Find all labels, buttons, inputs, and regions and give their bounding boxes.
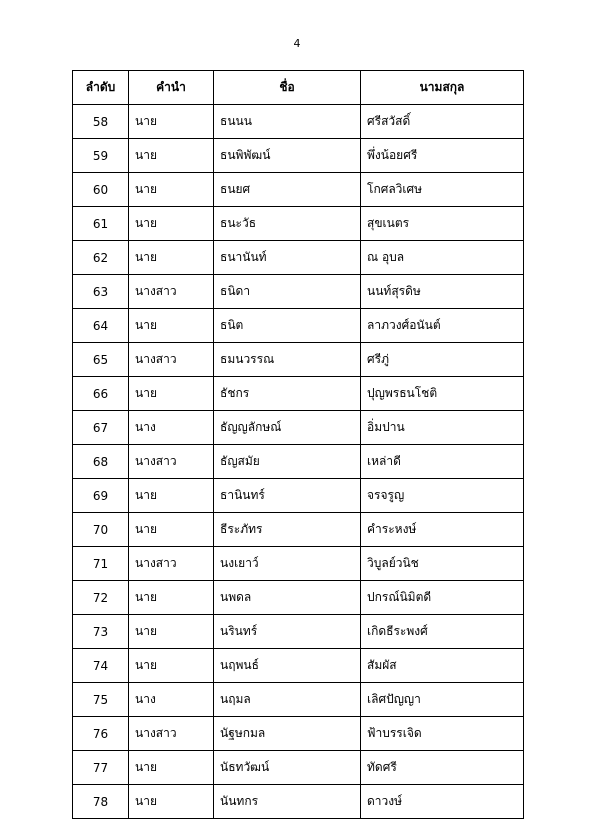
cell-first-name: ธนิดา [214,275,361,309]
cell-order: 63 [73,275,129,309]
cell-title: นาย [129,785,214,819]
cell-title: นาย [129,105,214,139]
cell-last-name: คำระหงษ์ [361,513,524,547]
cell-first-name: ธานินทร์ [214,479,361,513]
page-number: 4 [293,37,301,50]
cell-first-name: นฤมล [214,683,361,717]
table-row [73,615,524,649]
cell-title: นางสาว [129,343,214,377]
cell-order: 74 [73,649,129,683]
cell-title: นาย [129,241,214,275]
table-row [73,275,524,309]
cell-order: 75 [73,683,129,717]
cell-first-name: นงเยาว์ [214,547,361,581]
table-row [73,411,524,445]
cell-first-name: ธมนวรรณ [214,343,361,377]
cell-title: นาย [129,513,214,547]
cell-title: นาง [129,683,214,717]
cell-first-name: ธนะวัธ [214,207,361,241]
cell-first-name: นพดล [214,581,361,615]
table-header-row [73,71,524,105]
cell-order: 60 [73,173,129,207]
cell-last-name: อิ่มปาน [361,411,524,445]
table-row [73,479,524,513]
table-row [73,751,524,785]
cell-title: นางสาว [129,547,214,581]
cell-first-name: ธัญญลักษณ์ [214,411,361,445]
cell-first-name: นันทกร [214,785,361,819]
cell-first-name: ธนิต [214,309,361,343]
cell-order: 62 [73,241,129,275]
cell-first-name: ธัญสมัย [214,445,361,479]
cell-last-name: ปกรณ์นิมิตดี [361,581,524,615]
cell-first-name: นัฐษกมล [214,717,361,751]
cell-last-name: พึ่งน้อยศรี [361,139,524,173]
cell-order: 65 [73,343,129,377]
cell-title: นาย [129,479,214,513]
name-list-table [72,70,524,819]
cell-title: นาย [129,207,214,241]
cell-order: 64 [73,309,129,343]
table-row [73,513,524,547]
table-row [73,309,524,343]
cell-title: นาย [129,751,214,785]
cell-order: 71 [73,547,129,581]
cell-last-name: ดาวงษ์ [361,785,524,819]
cell-last-name: วิบูลย์วนิช [361,547,524,581]
cell-last-name: ณ อุบล [361,241,524,275]
cell-first-name: ธนยศ [214,173,361,207]
cell-title: นาย [129,139,214,173]
cell-last-name: ฟ้าบรรเจิด [361,717,524,751]
cell-first-name: ธนพิพัฒน์ [214,139,361,173]
cell-order: 59 [73,139,129,173]
table-row [73,581,524,615]
cell-last-name: สัมผัส [361,649,524,683]
cell-title: นาย [129,615,214,649]
table-row [73,445,524,479]
cell-order: 77 [73,751,129,785]
table-row [73,649,524,683]
cell-last-name: สุขเนตร [361,207,524,241]
table-row [73,683,524,717]
cell-order: 69 [73,479,129,513]
cell-order: 78 [73,785,129,819]
cell-order: 73 [73,615,129,649]
table-row [73,547,524,581]
cell-title: นาย [129,309,214,343]
table-row [73,207,524,241]
cell-last-name: นนท์สุรดิษ [361,275,524,309]
cell-last-name: เกิดธีระพงศ์ [361,615,524,649]
cell-title: นางสาว [129,445,214,479]
cell-title: นาย [129,649,214,683]
cell-title: นาย [129,581,214,615]
cell-last-name: จรจรูญ [361,479,524,513]
table-row [73,173,524,207]
cell-last-name: ศรีภู่ [361,343,524,377]
cell-order: 76 [73,717,129,751]
cell-first-name: นัธทวัฒน์ [214,751,361,785]
cell-last-name: เลิศปัญญา [361,683,524,717]
cell-order: 66 [73,377,129,411]
cell-order: 58 [73,105,129,139]
table-row [73,717,524,751]
cell-title: นาง [129,411,214,445]
cell-last-name: เหล่าดี [361,445,524,479]
cell-title: นาย [129,377,214,411]
cell-order: 72 [73,581,129,615]
cell-title: นางสาว [129,275,214,309]
table-row [73,105,524,139]
cell-order: 68 [73,445,129,479]
header-title: คำนำ [129,71,214,105]
table-row [73,377,524,411]
cell-last-name: ปุญพรธนโชติ [361,377,524,411]
cell-first-name: นฤพนธ์ [214,649,361,683]
cell-last-name: ศรีสวัสดิ์ [361,105,524,139]
cell-order: 70 [73,513,129,547]
cell-order: 61 [73,207,129,241]
header-last-name: นามสกุล [361,71,524,105]
header-order: ลำดับ [73,71,129,105]
cell-last-name: ลาภวงศ์อนันต์ [361,309,524,343]
cell-first-name: ธนนน [214,105,361,139]
table-row [73,785,524,819]
cell-first-name: ธีระภัทร [214,513,361,547]
cell-last-name: ทัดศรี [361,751,524,785]
cell-title: นางสาว [129,717,214,751]
cell-first-name: ธนานันท์ [214,241,361,275]
header-first-name: ชื่อ [214,71,361,105]
table-row [73,343,524,377]
cell-order: 67 [73,411,129,445]
table-row [73,241,524,275]
table-body [73,105,524,819]
cell-first-name: นรินทร์ [214,615,361,649]
cell-first-name: ธัชกร [214,377,361,411]
cell-title: นาย [129,173,214,207]
cell-last-name: โกศลวิเศษ [361,173,524,207]
table-row [73,139,524,173]
